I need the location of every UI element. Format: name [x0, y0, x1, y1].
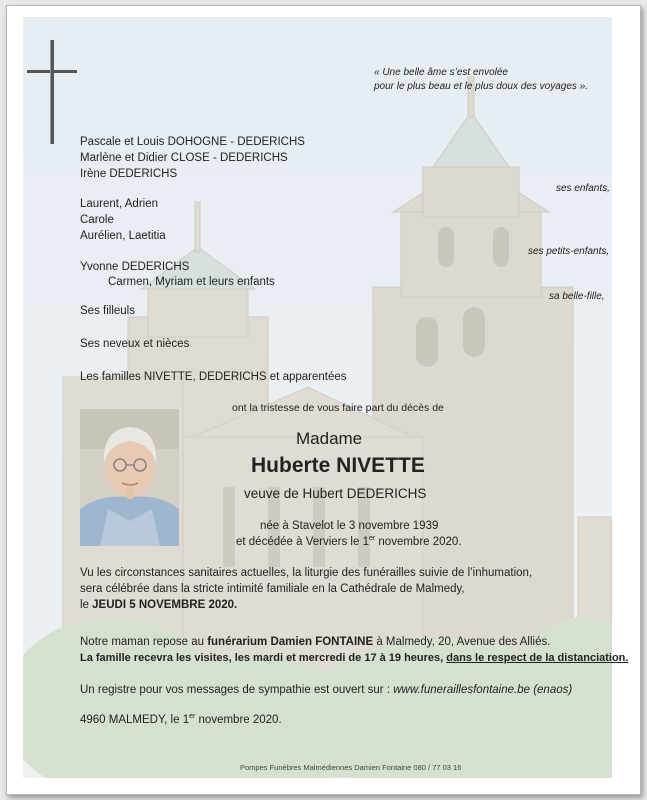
place-date: 4960 MALMEDY, le 1er novembre 2020.	[80, 713, 282, 726]
godchildren: Ses filleuls	[80, 305, 135, 317]
footer-funeral-home: Pompes Funèbres Malmédiennes Damien Fontaine 080 / 77 03 16	[240, 763, 462, 772]
deceased-title: Madame	[296, 429, 363, 448]
children-label: ses enfants,	[556, 183, 610, 194]
child-3: Irène DEDERICHS	[80, 168, 178, 180]
families: Les familles NIVETTE, DEDERICHS et apparentées	[80, 371, 347, 383]
visit-line-2: La famille recevra les visites, les mardi et mercredi de 17 à 19 heures, dans le respect de la distanciation.	[80, 652, 629, 664]
registry-line: Un registre pour vos messages de sympathie est ouvert sur : www.funeraillesfontaine.be (enaos)	[80, 684, 573, 696]
grandchild-2: Carole	[80, 214, 114, 226]
child-2: Marlène et Didier CLOSE - DEDERICHS	[80, 152, 288, 164]
widow-of: veuve de Hubert DEDERICHS	[244, 486, 427, 501]
deceased-photo	[80, 409, 179, 546]
announcement: ont la tristesse de vous faire part du décès de	[232, 402, 444, 414]
funeral-line-1: Vu les circonstances sanitaires actuelles, la liturgie des funérailles suivie de l’inhumation,	[80, 567, 533, 579]
quote-line-1: « Une belle âme s’est envolée	[374, 67, 508, 78]
registry-link[interactable]: www.funeraillesfontaine.be	[393, 684, 531, 696]
birth-info: née à Stavelot le 3 novembre 1939	[260, 520, 439, 532]
daughter-in-law-children: Carmen, Myriam et leurs enfants	[108, 276, 275, 288]
daughter-in-law: Yvonne DEDERICHS	[80, 261, 190, 273]
grandchildren-label: ses petits-enfants,	[528, 246, 610, 257]
grandchild-3: Aurélien, Laetitia	[80, 230, 166, 242]
death-info: et décédée à Verviers le 1er novembre 2020.	[236, 535, 462, 548]
visit-line-1: Notre maman repose au funérarium Damien FONTAINE à Malmedy, 20, Avenue des Alliés.	[80, 636, 551, 648]
grandchild-1: Laurent, Adrien	[80, 198, 159, 210]
deceased-name: Huberte NIVETTE	[251, 454, 425, 477]
child-1: Pascale et Louis DOHOGNE - DEDERICHS	[80, 136, 305, 148]
cross-icon	[23, 40, 83, 145]
funeral-date: le JEUDI 5 NOVEMBRE 2020.	[80, 599, 238, 611]
quote-line-2: pour le plus beau et le plus doux des voyages ».	[374, 81, 589, 92]
nephews-nieces: Ses neveux et nièces	[80, 338, 190, 350]
daughter-in-law-label: sa belle-fille,	[549, 291, 605, 302]
funeral-line-2: sera célébrée dans la stricte intimité familiale en la Cathédrale de Malmedy,	[80, 583, 465, 595]
